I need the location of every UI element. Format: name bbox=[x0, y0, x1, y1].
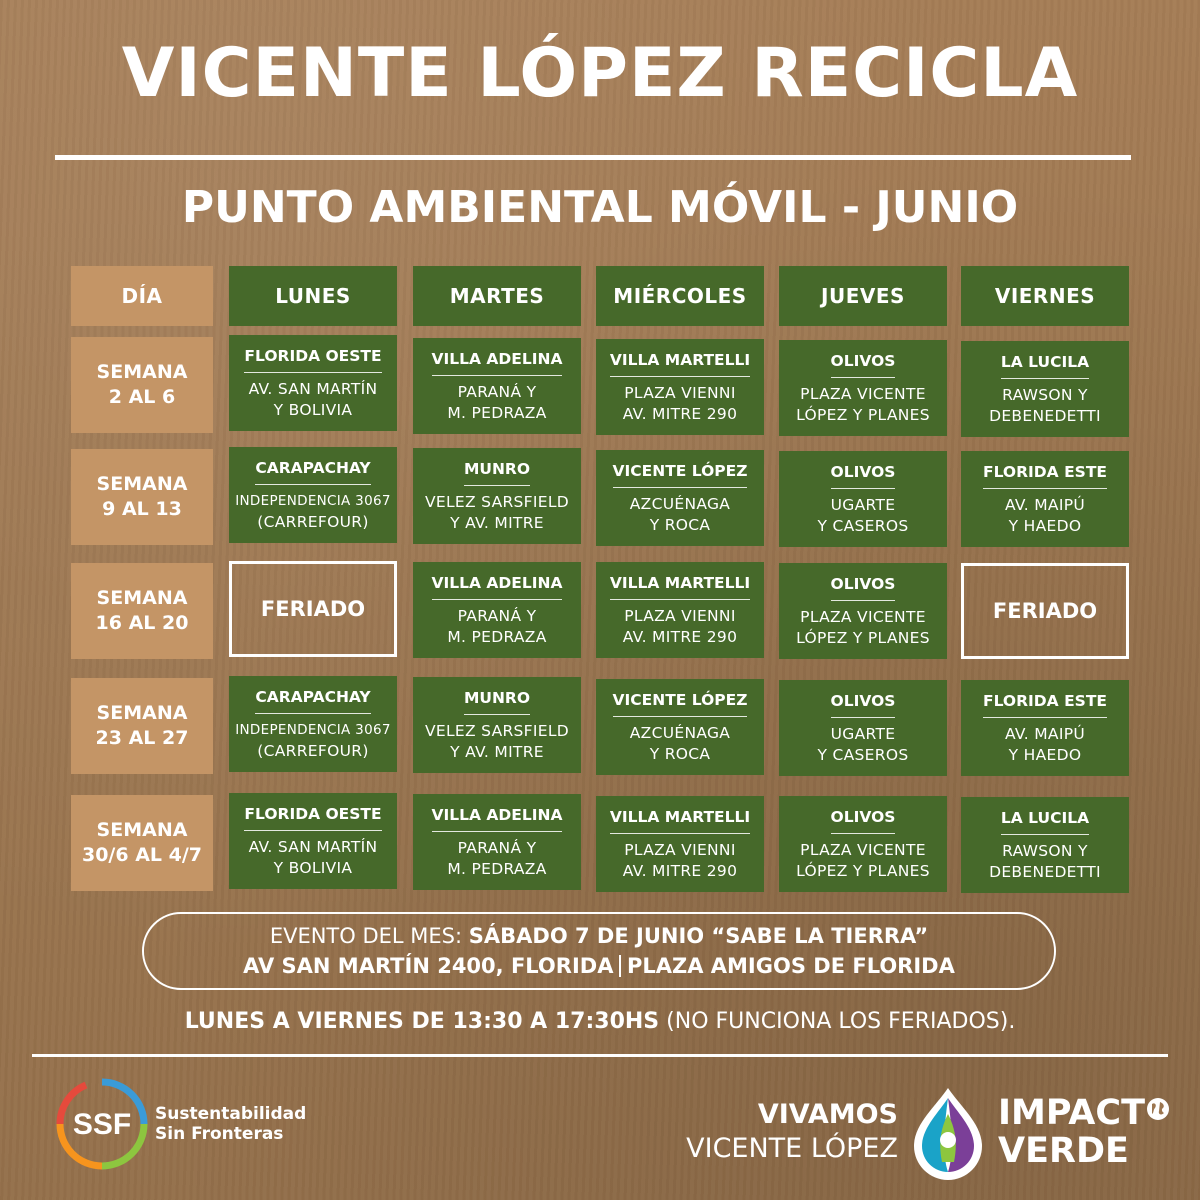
event-highlight: SÁBADO 7 DE JUNIO “SABE LA TIERRA” bbox=[468, 924, 929, 948]
location-address-line: (CARREFOUR) bbox=[257, 512, 369, 531]
week-label-line: 23 AL 27 bbox=[95, 727, 189, 749]
holiday-cell bbox=[961, 563, 1129, 659]
location-cell bbox=[413, 794, 581, 890]
location-cell bbox=[413, 448, 581, 544]
location-address-line: PARANÁ Y bbox=[457, 838, 537, 857]
impacto-line-2: VERDE bbox=[998, 1131, 1129, 1171]
location-cell bbox=[413, 562, 581, 658]
title-divider bbox=[55, 155, 1131, 160]
weekday-header-1 bbox=[229, 266, 397, 326]
weekday-label: VIERNES bbox=[994, 284, 1096, 308]
location-cell bbox=[779, 680, 947, 776]
weekday-label: MIÉRCOLES bbox=[613, 284, 747, 308]
location-address-line: AV. SAN MARTÍN bbox=[248, 379, 378, 398]
location-cell bbox=[596, 796, 764, 892]
location-address-line: RAWSON Y bbox=[1002, 841, 1088, 860]
location-cell bbox=[961, 341, 1129, 437]
location-name: VICENTE LÓPEZ bbox=[613, 690, 748, 717]
location-address-line: M. PEDRAZA bbox=[447, 403, 547, 422]
week-label-cell bbox=[71, 337, 213, 433]
hours-schedule: LUNES A VIERNES DE 13:30 A 17:30HS bbox=[184, 1009, 660, 1034]
location-address-line: PLAZA VIENNI bbox=[624, 606, 736, 625]
week-label-line: 9 AL 13 bbox=[102, 498, 182, 520]
location-cell bbox=[596, 450, 764, 546]
impacto-verde-brand bbox=[998, 1094, 1171, 1170]
location-cell bbox=[229, 447, 397, 543]
location-address-line: AV. MITRE 290 bbox=[622, 627, 738, 646]
location-address-line: Y BOLIVIA bbox=[273, 858, 353, 877]
weekday-header-4 bbox=[779, 266, 947, 326]
location-address-line: M. PEDRAZA bbox=[447, 627, 547, 646]
location-name: CARAPACHAY bbox=[255, 687, 370, 714]
location-cell bbox=[779, 340, 947, 436]
location-name: VILLA ADELINA bbox=[432, 805, 563, 832]
location-address-line: Y AV. MITRE bbox=[450, 513, 544, 532]
location-name: OLIVOS bbox=[831, 807, 896, 834]
location-name: VILLA MARTELLI bbox=[610, 350, 750, 377]
day-header-cell bbox=[71, 266, 213, 326]
location-address-line: M. PEDRAZA bbox=[447, 859, 547, 878]
location-cell bbox=[779, 451, 947, 547]
day-header-label: DÍA bbox=[121, 284, 163, 308]
vivamos-brand bbox=[686, 1098, 898, 1166]
holiday-label: FERIADO bbox=[992, 599, 1098, 623]
location-address-line: PARANÁ Y bbox=[457, 606, 537, 625]
vivamos-line-2: VICENTE LÓPEZ bbox=[686, 1133, 898, 1164]
location-cell bbox=[961, 797, 1129, 893]
weekday-header-5 bbox=[961, 266, 1129, 326]
holiday-label: FERIADO bbox=[260, 597, 366, 621]
location-address-line: PLAZA VIENNI bbox=[624, 383, 736, 402]
location-name: FLORIDA ESTE bbox=[983, 691, 1107, 718]
week-label-line: SEMANA bbox=[96, 361, 188, 383]
location-address-line: AV. MAIPÚ bbox=[1004, 495, 1085, 514]
week-label-line: SEMANA bbox=[96, 702, 188, 724]
location-name: OLIVOS bbox=[831, 691, 896, 718]
location-name: VILLA MARTELLI bbox=[610, 807, 750, 834]
week-label-line: SEMANA bbox=[96, 473, 188, 495]
ssf-line-2: Sin Fronteras bbox=[155, 1124, 284, 1144]
location-address-line: AZCUÉNAGA bbox=[629, 494, 731, 513]
impacto-line-1 bbox=[998, 1094, 1171, 1132]
week-label-cell bbox=[71, 449, 213, 545]
location-address-line: INDEPENDENCIA 3067 bbox=[235, 721, 391, 738]
week-label-cell bbox=[71, 678, 213, 774]
location-address-line: PLAZA VICENTE bbox=[800, 607, 926, 626]
globe-icon bbox=[1145, 1096, 1171, 1122]
location-address-line: (CARREFOUR) bbox=[257, 741, 369, 760]
location-address-line: Y ROCA bbox=[649, 744, 711, 763]
location-address-line: VELEZ SARSFIELD bbox=[424, 492, 570, 511]
location-name: CARAPACHAY bbox=[255, 458, 370, 485]
location-name: OLIVOS bbox=[831, 351, 896, 378]
event-banner bbox=[142, 912, 1056, 990]
location-cell bbox=[229, 793, 397, 889]
location-cell bbox=[229, 676, 397, 772]
location-cell bbox=[596, 679, 764, 775]
ssf-abbr: SSF bbox=[72, 1108, 132, 1141]
location-name: OLIVOS bbox=[831, 462, 896, 489]
location-address-line: AZCUÉNAGA bbox=[629, 723, 731, 742]
location-cell bbox=[961, 680, 1129, 776]
event-line-2 bbox=[243, 951, 955, 981]
opening-hours bbox=[0, 1004, 1200, 1040]
week-label-line: 30/6 AL 4/7 bbox=[81, 844, 203, 866]
location-name: MUNRO bbox=[464, 459, 530, 486]
footer-divider bbox=[32, 1054, 1168, 1057]
location-cell bbox=[413, 677, 581, 773]
location-name: MUNRO bbox=[464, 688, 530, 715]
location-address-line: Y ROCA bbox=[649, 515, 711, 534]
location-address-line: Y HAEDO bbox=[1008, 745, 1082, 764]
location-name: FLORIDA OESTE bbox=[244, 804, 381, 831]
location-address-line: AV. MITRE 290 bbox=[622, 861, 738, 880]
location-address-line: UGARTE bbox=[830, 724, 896, 743]
location-address-line: PLAZA VICENTE bbox=[800, 384, 926, 403]
weekday-label: LUNES bbox=[275, 284, 351, 308]
location-name: LA LUCILA bbox=[1001, 352, 1089, 379]
location-name: VILLA ADELINA bbox=[432, 573, 563, 600]
weekday-label: JUEVES bbox=[821, 284, 905, 308]
location-address-line: LÓPEZ Y PLANES bbox=[796, 861, 930, 880]
week-label-line: 16 AL 20 bbox=[95, 612, 189, 634]
event-location-b: PLAZA AMIGOS DE FLORIDA bbox=[626, 954, 955, 978]
location-name: FLORIDA ESTE bbox=[983, 462, 1107, 489]
location-address-line: LÓPEZ Y PLANES bbox=[796, 628, 930, 647]
location-address-line: PLAZA VIENNI bbox=[624, 840, 736, 859]
location-cell bbox=[961, 451, 1129, 547]
location-address-line: UGARTE bbox=[830, 495, 896, 514]
event-prefix: EVENTO DEL MES: bbox=[269, 924, 463, 948]
location-address-line: DEBENEDETTI bbox=[989, 862, 1101, 881]
event-line-1 bbox=[270, 921, 928, 951]
week-label-cell bbox=[71, 795, 213, 891]
location-address-line: RAWSON Y bbox=[1002, 385, 1088, 404]
location-address-line: Y BOLIVIA bbox=[273, 400, 353, 419]
weekday-header-3 bbox=[596, 266, 764, 326]
location-name: VILLA MARTELLI bbox=[610, 573, 750, 600]
location-address-line: PARANÁ Y bbox=[457, 382, 537, 401]
drop-logo-icon bbox=[908, 1084, 988, 1184]
location-address-line: AV. MAIPÚ bbox=[1004, 724, 1085, 743]
location-address-line: PLAZA VICENTE bbox=[800, 840, 926, 859]
location-address-line: Y AV. MITRE bbox=[450, 742, 544, 761]
location-cell bbox=[596, 339, 764, 435]
impacto-text: IMPACT bbox=[998, 1093, 1145, 1133]
vivamos-line-1: VIVAMOS bbox=[757, 1099, 898, 1130]
location-cell bbox=[779, 796, 947, 892]
location-cell bbox=[596, 562, 764, 658]
week-label-line: SEMANA bbox=[96, 587, 188, 609]
page-subtitle: PUNTO AMBIENTAL MÓVIL - JUNIO bbox=[181, 182, 1019, 233]
ssf-name bbox=[155, 1104, 306, 1144]
location-cell bbox=[229, 335, 397, 431]
location-cell bbox=[779, 563, 947, 659]
event-separator bbox=[619, 955, 621, 977]
location-address-line: Y HAEDO bbox=[1008, 516, 1082, 535]
holiday-cell bbox=[229, 561, 397, 657]
location-name: VILLA ADELINA bbox=[432, 349, 563, 376]
page-title: VICENTE LÓPEZ RECICLA bbox=[121, 34, 1079, 113]
location-name: LA LUCILA bbox=[1001, 808, 1089, 835]
location-name: OLIVOS bbox=[831, 574, 896, 601]
location-address-line: Y CASEROS bbox=[817, 745, 909, 764]
ssf-line-1: Sustentabilidad bbox=[155, 1104, 307, 1124]
location-name: VICENTE LÓPEZ bbox=[613, 461, 748, 488]
hours-note: (NO FUNCIONA LOS FERIADOS). bbox=[666, 1009, 1016, 1034]
location-address-line: LÓPEZ Y PLANES bbox=[796, 405, 930, 424]
location-name: FLORIDA OESTE bbox=[244, 346, 381, 373]
location-address-line: AV. MITRE 290 bbox=[622, 404, 738, 423]
location-address-line: INDEPENDENCIA 3067 bbox=[235, 492, 391, 509]
location-cell bbox=[413, 338, 581, 434]
ssf-logo-icon bbox=[52, 1074, 152, 1174]
week-label-line: 2 AL 6 bbox=[108, 386, 176, 408]
week-label-cell bbox=[71, 563, 213, 659]
location-address-line: VELEZ SARSFIELD bbox=[424, 721, 570, 740]
week-label-line: SEMANA bbox=[96, 819, 188, 841]
location-address-line: AV. SAN MARTÍN bbox=[248, 837, 378, 856]
location-address-line: Y CASEROS bbox=[817, 516, 909, 535]
weekday-label: MARTES bbox=[449, 284, 545, 308]
location-address-line: DEBENEDETTI bbox=[989, 406, 1101, 425]
weekday-header-2 bbox=[413, 266, 581, 326]
event-location-a: AV SAN MARTÍN 2400, FLORIDA bbox=[243, 954, 614, 978]
